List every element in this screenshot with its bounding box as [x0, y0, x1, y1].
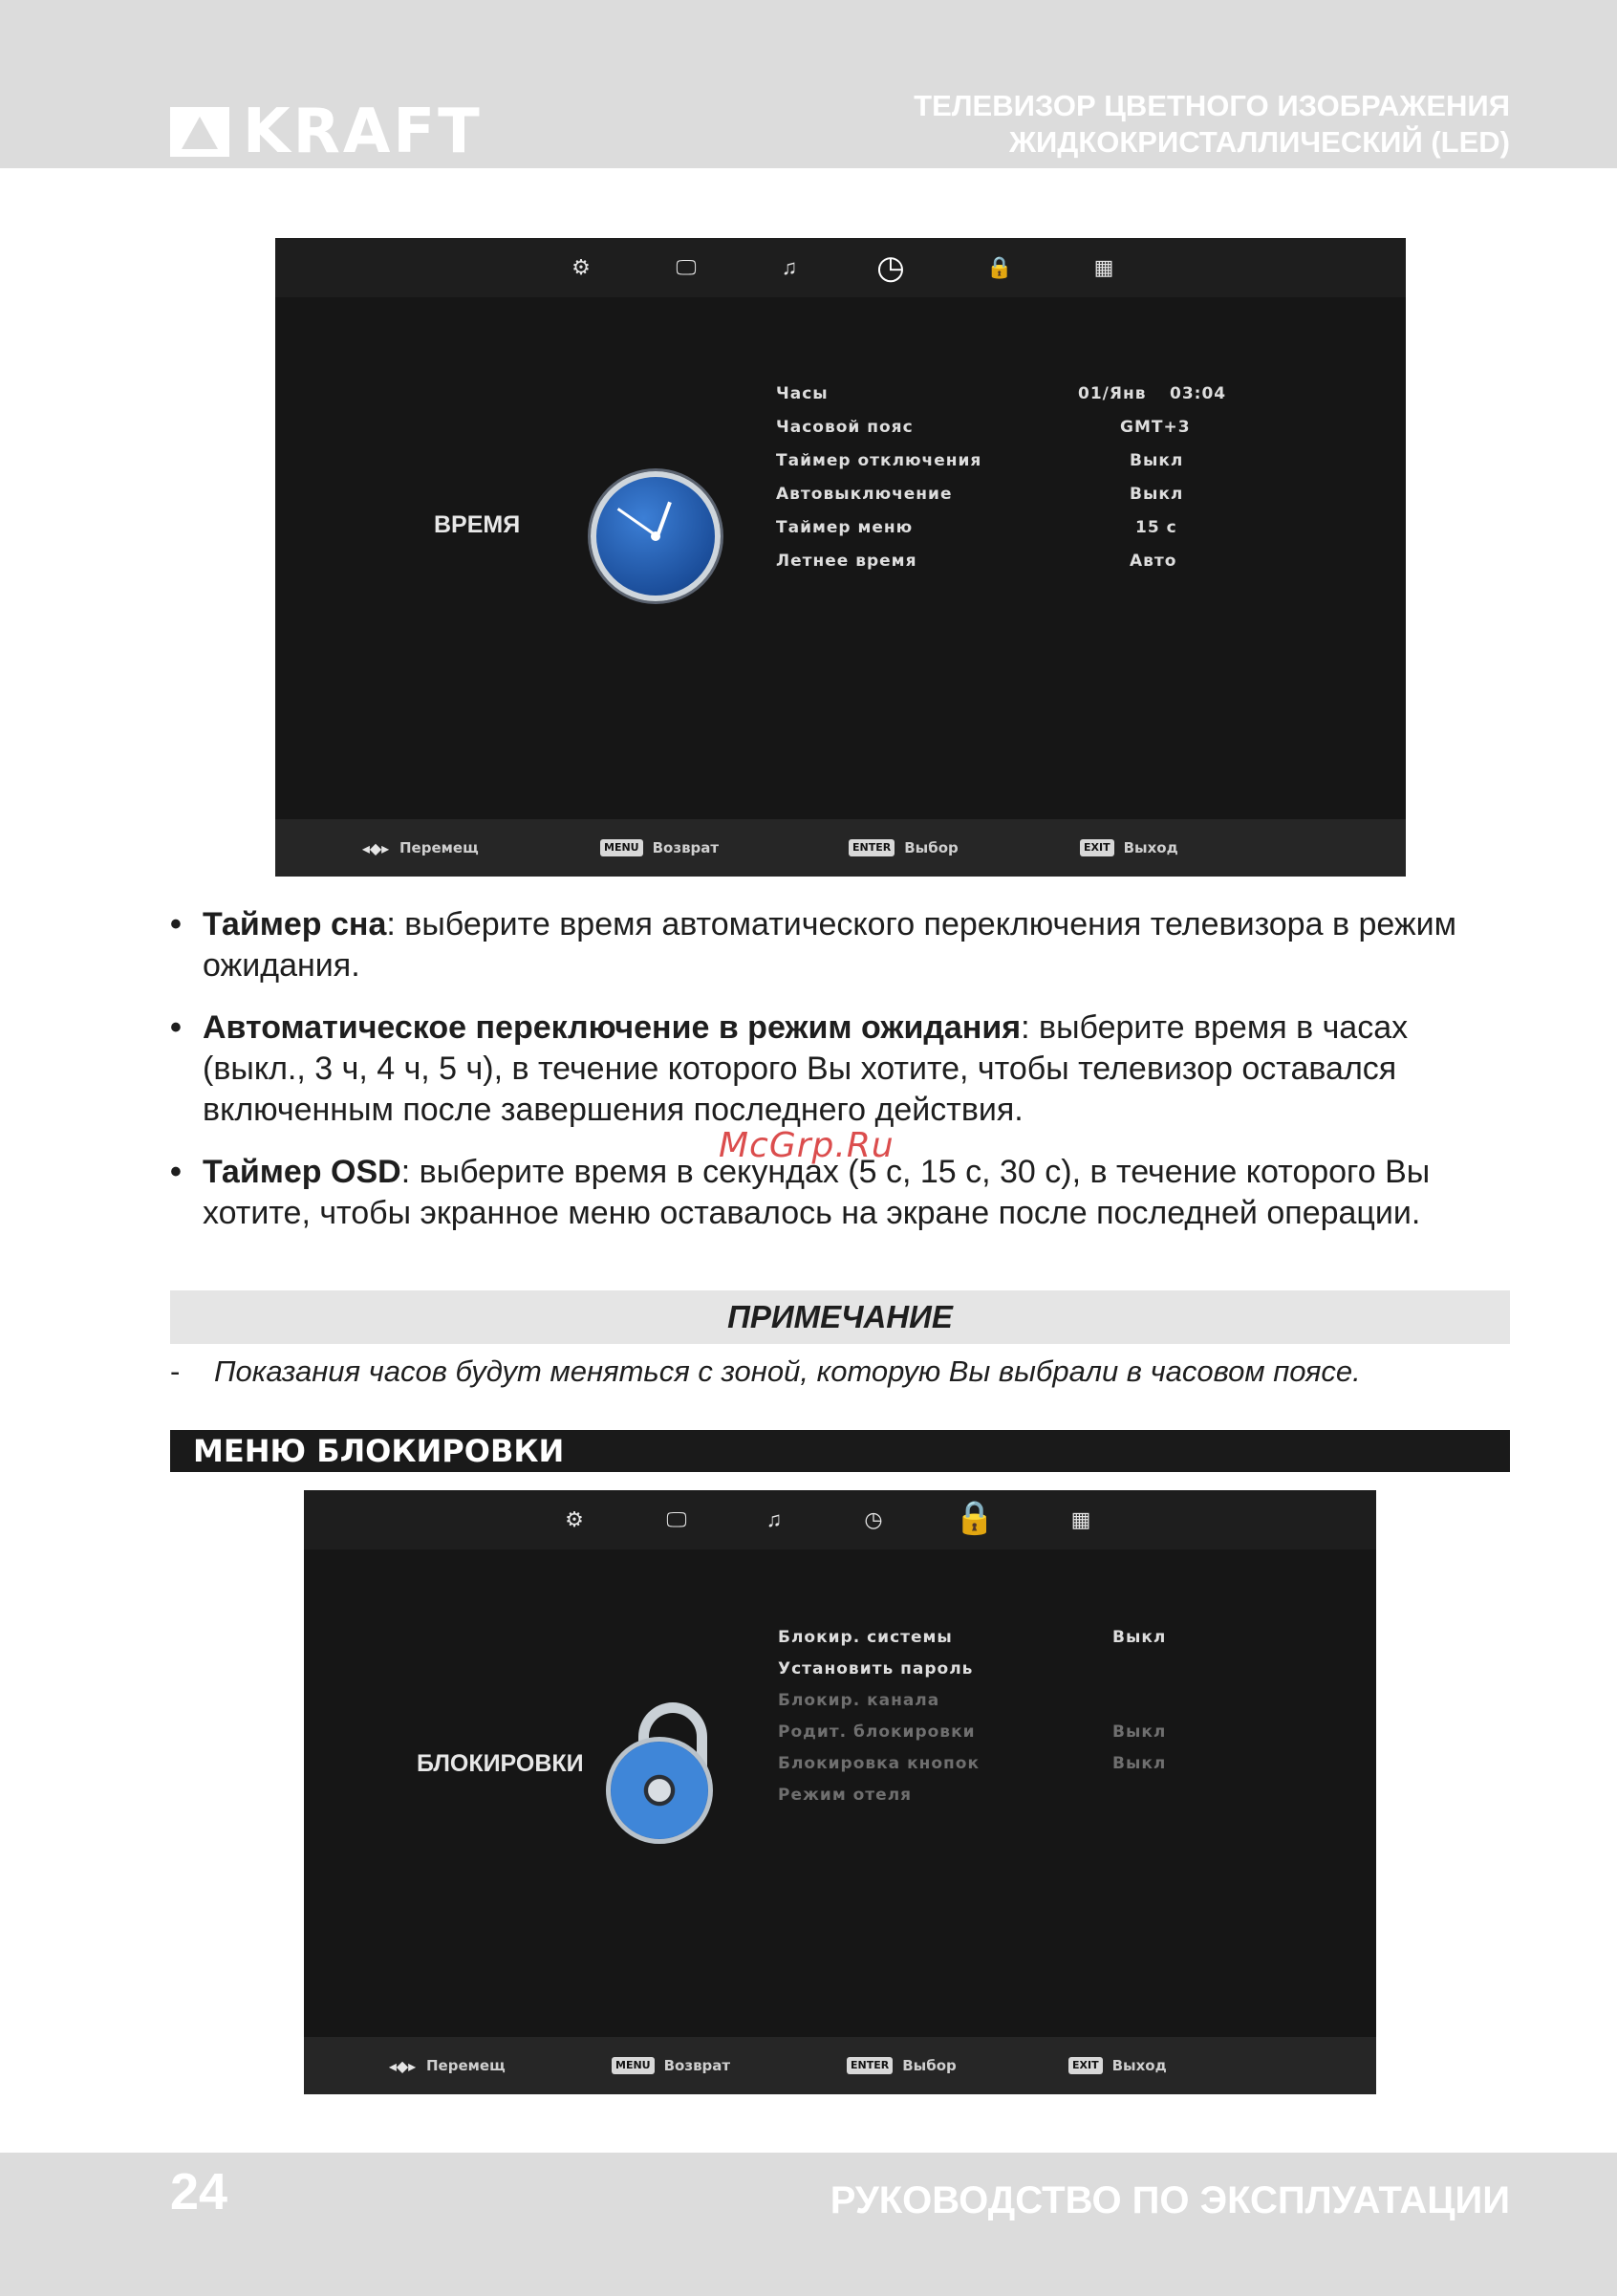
logo-text: KRAFT: [243, 97, 483, 167]
exit-key-icon: EXIT: [1068, 2057, 1103, 2074]
bullet-text: : выберите время в часах (выкл., 3 ч, 4 ч, 5 ч), в течение которого Вы хотите, чтобы телевизор оставался включенным после завершения последнего действия.: [203, 1009, 1409, 1128]
padlock-illustration-icon: [606, 1702, 721, 1846]
music-note-icon[interactable]: ♫: [765, 1507, 783, 1531]
hint-select: ENTER Выбор: [847, 2037, 957, 2094]
tv-hint-bar: [304, 2037, 1376, 2094]
note-text: - Показания часов будут меняться с зоной, которую Вы выбрали в часовом поясе.: [170, 1354, 1361, 1388]
menu-item-auto-standby[interactable]: Автовыключение Выкл: [776, 485, 1184, 504]
section-title: МЕНЮ БЛОКИРОВКИ: [170, 1430, 1510, 1472]
note-heading: ПРИМЕЧАНИЕ: [170, 1290, 1510, 1344]
menu-item-timezone[interactable]: Часовой пояс GMT+3: [776, 418, 1191, 437]
hint-move: ◂◆▸ Перемещ: [386, 2037, 506, 2094]
menu-item-parental-lock[interactable]: Родит. блокировки Выкл: [778, 1722, 1167, 1742]
bullet-term: Таймер сна: [203, 906, 387, 942]
arrows-icon: ◂◆▸: [361, 838, 390, 857]
gear-icon[interactable]: ⚙: [565, 1507, 584, 1531]
hint-exit: EXIT Выход: [1068, 2037, 1167, 2094]
enter-key-icon: ENTER: [847, 2057, 893, 2074]
watermark: McGrp.Ru: [719, 1126, 895, 1165]
tv-tab-bar: [304, 1490, 1376, 1549]
apps-grid-icon[interactable]: ▦: [1070, 1507, 1091, 1531]
menu-item-osd-timer[interactable]: Таймер меню 15 с: [776, 518, 1177, 537]
document-title: [914, 88, 1510, 161]
menu-item-key-lock[interactable]: Блокировка кнопок Выкл: [778, 1754, 1167, 1773]
bullet-term: Автоматическое переключение в режим ожидания: [203, 1009, 1022, 1046]
clock-time-value: 03:04: [1170, 384, 1227, 403]
menu-item-sleep-timer[interactable]: Таймер отключения Выкл: [776, 451, 1184, 470]
hint-exit: EXIT Выход: [1080, 819, 1178, 877]
list-item: • Таймер OSD: выберите время в секундах (5 с, 15 с, 30 с), в течение которого Вы хотите, чтобы экранное меню оставалось на экране после последней операции.: [170, 1154, 1431, 1231]
clock-icon[interactable]: ◷: [864, 1507, 883, 1531]
document-title-line2: ЖИДКОКРИСТАЛЛИЧЕСКИЙ (LED): [1008, 125, 1510, 159]
clock-icon[interactable]: ◷: [876, 249, 905, 286]
hint-back: MENU Возврат: [612, 2037, 730, 2094]
brand-logo: [170, 97, 483, 167]
menu-title: ВРЕМЯ: [434, 511, 521, 538]
lock-icon[interactable]: 🔒: [954, 1500, 996, 1536]
tv-screen-time-menu: [275, 238, 1406, 877]
hint-back: MENU Возврат: [600, 819, 719, 877]
exit-key-icon: EXIT: [1080, 839, 1114, 856]
menu-item-clock[interactable]: Часы 01/Янв 03:04: [776, 378, 1273, 411]
logo-triangle-icon: [170, 107, 229, 157]
menu-key-icon: MENU: [612, 2057, 655, 2074]
monitor-icon[interactable]: 🖵: [676, 255, 697, 279]
tv-screen-lock-menu: [304, 1490, 1376, 2094]
page-header: [0, 0, 1617, 168]
lock-icon[interactable]: 🔒: [986, 255, 1013, 279]
menu-item-daylight-saving[interactable]: Летнее время Авто: [776, 552, 1177, 571]
document-title-line1: ТЕЛЕВИЗОР ЦВЕТНОГО ИЗОБРАЖЕНИЯ: [914, 89, 1510, 122]
menu-title: БЛОКИРОВКИ: [417, 1750, 584, 1777]
bullet-term: Таймер OSD: [203, 1154, 401, 1190]
monitor-icon[interactable]: 🖵: [666, 1507, 687, 1531]
apps-grid-icon[interactable]: ▦: [1093, 255, 1114, 279]
music-note-icon[interactable]: ♫: [781, 255, 798, 279]
bullet-text: : выберите время автоматического переключения телевизора в режим ожидания.: [203, 906, 1457, 984]
list-item: • Автоматическое переключение в режим ожидания: выберите время в часах (выкл., 3 ч, 4 ч, 5 ч), в течение которого Вы хотите, чтобы телевизор оставался включенным после завершения последнего действия.: [170, 1009, 1409, 1128]
lock-settings-list: [778, 1622, 1275, 1811]
clock-date-value: 01/Янв: [1078, 384, 1147, 403]
enter-key-icon: ENTER: [849, 839, 895, 856]
clock-illustration-icon: [591, 471, 721, 601]
description-list: [170, 904, 1510, 1255]
tv-tab-bar: [275, 238, 1406, 297]
footer-title: РУКОВОДСТВО ПО ЭКСПЛУАТАЦИИ: [830, 2179, 1510, 2221]
page-number: 24: [170, 2163, 228, 2220]
menu-key-icon: MENU: [600, 839, 643, 856]
gear-icon[interactable]: ⚙: [571, 255, 591, 279]
arrows-icon: ◂◆▸: [388, 2056, 417, 2075]
tv-hint-bar: [275, 819, 1406, 877]
hint-select: ENTER Выбор: [849, 819, 959, 877]
page-footer: [0, 2153, 1617, 2296]
bullet-text: : выберите время в секундах (5 с, 15 с, 30 с), в течение которого Вы хотите, чтобы экранное меню оставалось на экране после последней операции.: [203, 1154, 1431, 1231]
menu-item-hotel-mode[interactable]: Режим отеля: [778, 1786, 913, 1805]
menu-item-system-lock[interactable]: Блокир. системы Выкл: [778, 1628, 1167, 1647]
list-item: • Таймер сна: выберите время автоматического переключения телевизора в режим ожидания.: [170, 906, 1457, 984]
menu-item-set-password[interactable]: Установить пароль: [778, 1659, 974, 1679]
hint-move: ◂◆▸ Перемещ: [359, 819, 479, 877]
menu-item-channel-lock[interactable]: Блокир. канала: [778, 1691, 940, 1710]
time-settings-list: [776, 378, 1273, 578]
